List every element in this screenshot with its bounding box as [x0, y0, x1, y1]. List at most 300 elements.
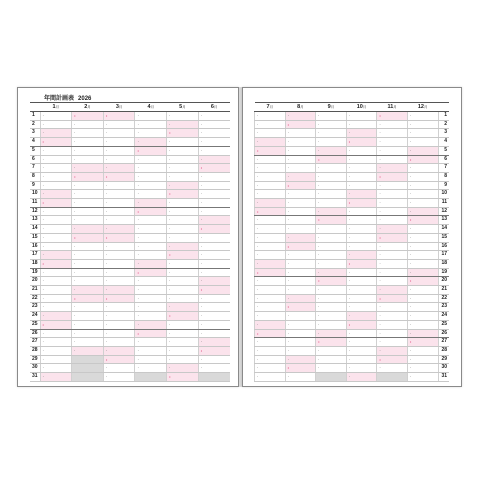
day-cell[interactable] — [135, 155, 167, 164]
day-cell[interactable] — [167, 364, 199, 373]
day-cell[interactable] — [198, 155, 230, 164]
day-cell[interactable] — [103, 303, 135, 312]
day-cell[interactable] — [377, 164, 408, 173]
day-cell[interactable] — [103, 338, 135, 347]
day-cell[interactable] — [255, 312, 286, 321]
day-cell[interactable] — [377, 364, 408, 373]
day-cell[interactable] — [255, 181, 286, 190]
day-cell[interactable] — [346, 364, 377, 373]
day-cell[interactable] — [135, 181, 167, 190]
day-cell[interactable] — [135, 164, 167, 173]
day-cell[interactable] — [377, 303, 408, 312]
day-cell[interactable] — [40, 346, 72, 355]
day-cell[interactable] — [135, 172, 167, 181]
day-cell[interactable] — [135, 146, 167, 155]
day-cell[interactable] — [255, 320, 286, 329]
day-cell[interactable] — [40, 190, 72, 199]
day-cell[interactable] — [285, 164, 316, 173]
day-cell[interactable] — [198, 112, 230, 121]
day-cell[interactable] — [40, 172, 72, 181]
day-cell[interactable] — [255, 233, 286, 242]
day-cell[interactable] — [377, 242, 408, 251]
day-cell[interactable] — [72, 320, 104, 329]
day-cell[interactable] — [407, 190, 438, 199]
day-cell[interactable] — [407, 233, 438, 242]
day-cell[interactable] — [285, 207, 316, 216]
day-cell[interactable] — [346, 190, 377, 199]
day-cell[interactable] — [40, 233, 72, 242]
day-cell[interactable] — [255, 294, 286, 303]
day-cell[interactable] — [72, 259, 104, 268]
day-cell[interactable] — [167, 320, 199, 329]
day-cell[interactable] — [103, 190, 135, 199]
day-cell[interactable] — [285, 277, 316, 286]
day-cell[interactable] — [198, 190, 230, 199]
day-cell[interactable] — [407, 207, 438, 216]
day-cell[interactable] — [407, 338, 438, 347]
day-cell[interactable] — [377, 146, 408, 155]
day-cell[interactable] — [346, 207, 377, 216]
day-cell[interactable] — [346, 303, 377, 312]
day-cell[interactable] — [377, 251, 408, 260]
day-cell[interactable] — [255, 242, 286, 251]
day-cell[interactable] — [72, 277, 104, 286]
day-cell[interactable] — [198, 207, 230, 216]
day-cell[interactable] — [346, 146, 377, 155]
day-cell[interactable] — [167, 268, 199, 277]
day-cell[interactable] — [40, 251, 72, 260]
day-cell[interactable] — [198, 225, 230, 234]
day-cell[interactable] — [198, 364, 230, 373]
day-cell[interactable] — [255, 338, 286, 347]
day-cell[interactable] — [72, 251, 104, 260]
day-cell[interactable] — [285, 320, 316, 329]
day-cell[interactable] — [40, 216, 72, 225]
day-cell[interactable] — [316, 312, 347, 321]
day-cell[interactable] — [316, 338, 347, 347]
day-cell[interactable] — [135, 259, 167, 268]
day-cell[interactable] — [198, 251, 230, 260]
day-cell[interactable] — [285, 294, 316, 303]
day-cell[interactable] — [316, 320, 347, 329]
day-cell[interactable] — [255, 286, 286, 295]
day-cell[interactable] — [346, 259, 377, 268]
day-cell[interactable] — [103, 242, 135, 251]
day-cell[interactable] — [198, 172, 230, 181]
day-cell[interactable] — [377, 172, 408, 181]
day-cell[interactable] — [40, 112, 72, 121]
day-cell[interactable] — [103, 120, 135, 129]
day-cell[interactable] — [407, 277, 438, 286]
day-cell[interactable] — [167, 207, 199, 216]
day-cell[interactable] — [167, 172, 199, 181]
day-cell[interactable] — [316, 251, 347, 260]
day-cell[interactable] — [40, 225, 72, 234]
day-cell[interactable] — [72, 199, 104, 208]
day-cell[interactable] — [255, 112, 286, 121]
day-cell[interactable] — [316, 120, 347, 129]
day-cell[interactable] — [103, 233, 135, 242]
day-cell[interactable] — [103, 329, 135, 338]
day-cell[interactable] — [255, 277, 286, 286]
day-cell[interactable] — [255, 199, 286, 208]
day-cell[interactable] — [255, 364, 286, 373]
day-cell[interactable] — [407, 172, 438, 181]
day-cell[interactable] — [255, 225, 286, 234]
day-cell[interactable] — [198, 294, 230, 303]
day-cell[interactable] — [40, 303, 72, 312]
day-cell[interactable] — [198, 286, 230, 295]
day-cell[interactable] — [167, 346, 199, 355]
day-cell[interactable] — [135, 216, 167, 225]
day-cell[interactable] — [167, 242, 199, 251]
day-cell[interactable] — [316, 233, 347, 242]
day-cell[interactable] — [407, 242, 438, 251]
day-cell[interactable] — [72, 346, 104, 355]
day-cell[interactable] — [72, 172, 104, 181]
day-cell[interactable] — [135, 129, 167, 138]
day-cell[interactable] — [198, 338, 230, 347]
day-cell[interactable] — [346, 338, 377, 347]
day-cell[interactable] — [103, 155, 135, 164]
day-cell[interactable] — [377, 138, 408, 147]
day-cell[interactable] — [285, 181, 316, 190]
day-cell[interactable] — [198, 312, 230, 321]
day-cell[interactable] — [377, 155, 408, 164]
day-cell[interactable] — [407, 155, 438, 164]
day-cell[interactable] — [103, 286, 135, 295]
day-cell[interactable] — [103, 320, 135, 329]
day-cell[interactable] — [316, 207, 347, 216]
day-cell[interactable] — [103, 277, 135, 286]
day-cell[interactable] — [167, 233, 199, 242]
day-cell[interactable] — [103, 129, 135, 138]
day-cell[interactable] — [255, 129, 286, 138]
day-cell[interactable] — [103, 164, 135, 173]
day-cell[interactable] — [316, 294, 347, 303]
day-cell[interactable] — [285, 286, 316, 295]
day-cell[interactable] — [377, 120, 408, 129]
day-cell[interactable] — [40, 259, 72, 268]
day-cell[interactable] — [285, 129, 316, 138]
day-cell[interactable] — [72, 216, 104, 225]
day-cell[interactable] — [346, 155, 377, 164]
day-cell[interactable] — [255, 346, 286, 355]
day-cell[interactable] — [167, 286, 199, 295]
day-cell[interactable] — [346, 164, 377, 173]
day-cell[interactable] — [72, 233, 104, 242]
day-cell[interactable] — [167, 190, 199, 199]
day-cell[interactable] — [103, 207, 135, 216]
day-cell[interactable] — [407, 329, 438, 338]
day-cell[interactable] — [285, 303, 316, 312]
day-cell[interactable] — [103, 346, 135, 355]
day-cell[interactable] — [285, 355, 316, 364]
day-cell[interactable] — [316, 181, 347, 190]
day-cell[interactable] — [316, 190, 347, 199]
day-cell[interactable] — [40, 155, 72, 164]
day-cell[interactable] — [72, 112, 104, 121]
day-cell[interactable] — [40, 242, 72, 251]
day-cell[interactable] — [198, 346, 230, 355]
day-cell[interactable] — [167, 294, 199, 303]
day-cell[interactable] — [316, 155, 347, 164]
day-cell[interactable] — [72, 164, 104, 173]
day-cell[interactable] — [285, 120, 316, 129]
day-cell[interactable] — [285, 242, 316, 251]
day-cell[interactable] — [377, 207, 408, 216]
day-cell[interactable] — [285, 112, 316, 121]
day-cell[interactable] — [377, 225, 408, 234]
day-cell[interactable] — [135, 294, 167, 303]
day-cell[interactable] — [167, 155, 199, 164]
day-cell[interactable] — [72, 373, 104, 382]
day-cell[interactable] — [135, 251, 167, 260]
day-cell[interactable] — [135, 112, 167, 121]
day-cell[interactable] — [103, 216, 135, 225]
day-cell[interactable] — [135, 329, 167, 338]
day-cell[interactable] — [103, 364, 135, 373]
day-cell[interactable] — [198, 216, 230, 225]
day-cell[interactable] — [167, 251, 199, 260]
day-cell[interactable] — [135, 190, 167, 199]
day-cell[interactable] — [135, 207, 167, 216]
day-cell[interactable] — [316, 164, 347, 173]
day-cell[interactable] — [198, 329, 230, 338]
day-cell[interactable] — [255, 355, 286, 364]
day-cell[interactable] — [346, 112, 377, 121]
day-cell[interactable] — [285, 190, 316, 199]
day-cell[interactable] — [135, 355, 167, 364]
day-cell[interactable] — [285, 259, 316, 268]
day-cell[interactable] — [407, 259, 438, 268]
day-cell[interactable] — [346, 373, 377, 382]
day-cell[interactable] — [103, 259, 135, 268]
day-cell[interactable] — [72, 207, 104, 216]
day-cell[interactable] — [135, 373, 167, 382]
day-cell[interactable] — [346, 286, 377, 295]
day-cell[interactable] — [285, 146, 316, 155]
day-cell[interactable] — [103, 294, 135, 303]
day-cell[interactable] — [316, 303, 347, 312]
day-cell[interactable] — [377, 312, 408, 321]
day-cell[interactable] — [377, 199, 408, 208]
day-cell[interactable] — [198, 129, 230, 138]
day-cell[interactable] — [407, 268, 438, 277]
day-cell[interactable] — [377, 294, 408, 303]
day-cell[interactable] — [135, 286, 167, 295]
day-cell[interactable] — [377, 329, 408, 338]
day-cell[interactable] — [255, 259, 286, 268]
day-cell[interactable] — [40, 268, 72, 277]
day-cell[interactable] — [40, 138, 72, 147]
day-cell[interactable] — [103, 138, 135, 147]
day-cell[interactable] — [377, 373, 408, 382]
day-cell[interactable] — [346, 216, 377, 225]
day-cell[interactable] — [198, 120, 230, 129]
day-cell[interactable] — [167, 129, 199, 138]
day-cell[interactable] — [316, 216, 347, 225]
day-cell[interactable] — [40, 181, 72, 190]
day-cell[interactable] — [135, 277, 167, 286]
day-cell[interactable] — [167, 373, 199, 382]
day-cell[interactable] — [407, 138, 438, 147]
day-cell[interactable] — [285, 155, 316, 164]
day-cell[interactable] — [346, 172, 377, 181]
day-cell[interactable] — [285, 364, 316, 373]
day-cell[interactable] — [255, 303, 286, 312]
day-cell[interactable] — [103, 355, 135, 364]
day-cell[interactable] — [346, 233, 377, 242]
day-cell[interactable] — [285, 312, 316, 321]
day-cell[interactable] — [72, 225, 104, 234]
day-cell[interactable] — [377, 338, 408, 347]
day-cell[interactable] — [103, 112, 135, 121]
day-cell[interactable] — [72, 329, 104, 338]
day-cell[interactable] — [135, 364, 167, 373]
day-cell[interactable] — [103, 268, 135, 277]
day-cell[interactable] — [72, 181, 104, 190]
day-cell[interactable] — [167, 303, 199, 312]
day-cell[interactable] — [198, 233, 230, 242]
day-cell[interactable] — [198, 373, 230, 382]
day-cell[interactable] — [255, 373, 286, 382]
day-cell[interactable] — [135, 303, 167, 312]
day-cell[interactable] — [72, 286, 104, 295]
day-cell[interactable] — [316, 373, 347, 382]
day-cell[interactable] — [198, 164, 230, 173]
day-cell[interactable] — [407, 312, 438, 321]
day-cell[interactable] — [103, 172, 135, 181]
day-cell[interactable] — [346, 225, 377, 234]
day-cell[interactable] — [316, 242, 347, 251]
day-cell[interactable] — [135, 242, 167, 251]
day-cell[interactable] — [40, 373, 72, 382]
day-cell[interactable] — [255, 251, 286, 260]
day-cell[interactable] — [40, 164, 72, 173]
day-cell[interactable] — [40, 355, 72, 364]
day-cell[interactable] — [40, 294, 72, 303]
day-cell[interactable] — [255, 207, 286, 216]
day-cell[interactable] — [103, 251, 135, 260]
day-cell[interactable] — [346, 251, 377, 260]
day-cell[interactable] — [167, 216, 199, 225]
day-cell[interactable] — [316, 199, 347, 208]
day-cell[interactable] — [377, 112, 408, 121]
day-cell[interactable] — [407, 112, 438, 121]
day-cell[interactable] — [167, 225, 199, 234]
day-cell[interactable] — [72, 364, 104, 373]
day-cell[interactable] — [103, 199, 135, 208]
day-cell[interactable] — [103, 225, 135, 234]
day-cell[interactable] — [198, 303, 230, 312]
day-cell[interactable] — [72, 312, 104, 321]
day-cell[interactable] — [285, 268, 316, 277]
day-cell[interactable] — [316, 172, 347, 181]
day-cell[interactable] — [167, 199, 199, 208]
day-cell[interactable] — [72, 138, 104, 147]
day-cell[interactable] — [72, 268, 104, 277]
day-cell[interactable] — [346, 120, 377, 129]
day-cell[interactable] — [407, 294, 438, 303]
day-cell[interactable] — [285, 225, 316, 234]
day-cell[interactable] — [346, 277, 377, 286]
day-cell[interactable] — [346, 242, 377, 251]
day-cell[interactable] — [407, 346, 438, 355]
day-cell[interactable] — [135, 138, 167, 147]
day-cell[interactable] — [40, 286, 72, 295]
day-cell[interactable] — [407, 216, 438, 225]
day-cell[interactable] — [167, 112, 199, 121]
day-cell[interactable] — [316, 225, 347, 234]
day-cell[interactable] — [316, 286, 347, 295]
day-cell[interactable] — [377, 259, 408, 268]
day-cell[interactable] — [285, 373, 316, 382]
day-cell[interactable] — [72, 303, 104, 312]
day-cell[interactable] — [40, 364, 72, 373]
day-cell[interactable] — [407, 320, 438, 329]
day-cell[interactable] — [407, 199, 438, 208]
day-cell[interactable] — [103, 146, 135, 155]
day-cell[interactable] — [285, 233, 316, 242]
day-cell[interactable] — [167, 120, 199, 129]
day-cell[interactable] — [255, 146, 286, 155]
day-cell[interactable] — [72, 355, 104, 364]
day-cell[interactable] — [316, 112, 347, 121]
day-cell[interactable] — [377, 268, 408, 277]
day-cell[interactable] — [72, 338, 104, 347]
day-cell[interactable] — [135, 199, 167, 208]
day-cell[interactable] — [346, 129, 377, 138]
day-cell[interactable] — [377, 216, 408, 225]
day-cell[interactable] — [377, 277, 408, 286]
day-cell[interactable] — [167, 146, 199, 155]
day-cell[interactable] — [316, 355, 347, 364]
day-cell[interactable] — [198, 320, 230, 329]
day-cell[interactable] — [40, 312, 72, 321]
day-cell[interactable] — [40, 120, 72, 129]
day-cell[interactable] — [255, 268, 286, 277]
day-cell[interactable] — [72, 190, 104, 199]
day-cell[interactable] — [407, 164, 438, 173]
day-cell[interactable] — [40, 129, 72, 138]
day-cell[interactable] — [255, 190, 286, 199]
day-cell[interactable] — [285, 338, 316, 347]
day-cell[interactable] — [135, 233, 167, 242]
day-cell[interactable] — [407, 120, 438, 129]
day-cell[interactable] — [346, 199, 377, 208]
day-cell[interactable] — [135, 225, 167, 234]
day-cell[interactable] — [40, 277, 72, 286]
day-cell[interactable] — [316, 129, 347, 138]
day-cell[interactable] — [40, 199, 72, 208]
day-cell[interactable] — [285, 251, 316, 260]
day-cell[interactable] — [198, 146, 230, 155]
day-cell[interactable] — [316, 268, 347, 277]
day-cell[interactable] — [198, 277, 230, 286]
day-cell[interactable] — [198, 242, 230, 251]
day-cell[interactable] — [407, 355, 438, 364]
day-cell[interactable] — [377, 129, 408, 138]
day-cell[interactable] — [285, 329, 316, 338]
day-cell[interactable] — [198, 199, 230, 208]
day-cell[interactable] — [316, 277, 347, 286]
day-cell[interactable] — [167, 181, 199, 190]
day-cell[interactable] — [167, 355, 199, 364]
day-cell[interactable] — [255, 164, 286, 173]
day-cell[interactable] — [346, 346, 377, 355]
day-cell[interactable] — [346, 268, 377, 277]
